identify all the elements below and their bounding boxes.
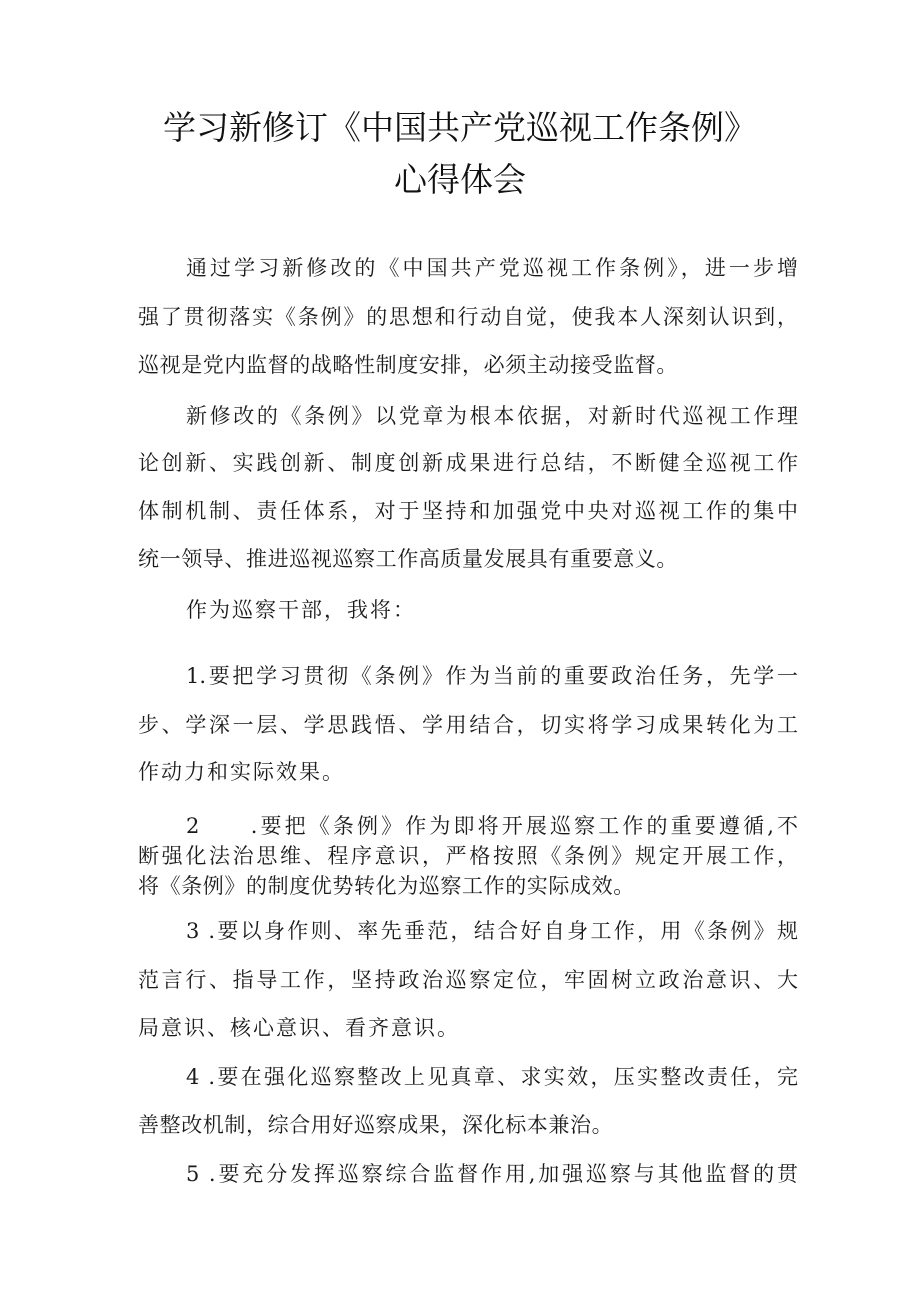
- paragraph-2-line-3: 体制机制、责任体系，对于坚持和加强党中央对巡视工作的集中: [138, 499, 798, 523]
- paragraph-2-line-4: 统一领导、推进巡视巡察工作高质量发展具有重要意义。: [138, 547, 678, 571]
- list-item-3-line-2: 范言行、指导工作，坚持政治巡察定位，牢固树立政治意识、大: [138, 968, 798, 992]
- paragraph-2-line-1: 新修改的《条例》以党章为根本依据，对新时代巡视工作理: [186, 404, 798, 428]
- paragraph-2-line-2: 论创新、实践创新、制度创新成果进行总结，不断健全巡视工作: [138, 451, 798, 475]
- list-item-1-line-1: 1.要把学习贯彻《条例》作为当前的重要政治任务，先学一: [186, 664, 798, 688]
- list-item-4-line-1: 4 .要在强化巡察整改上见真章、求实效，压实整改责任，完: [186, 1065, 798, 1089]
- document-title-line-1: 学习新修订《中国共产党巡视工作条例》: [163, 108, 757, 147]
- list-item-1-line-2: 步、学深一层、学思践悟、学用结合，切实将学习成果转化为工: [138, 713, 798, 737]
- list-item-2-line-2: 断强化法治思维、程序意识，严格按照《条例》规定开展工作，: [138, 844, 798, 868]
- list-item-1-line-3: 作动力和实际效果。: [138, 760, 345, 784]
- paragraph-1-line-3: 巡视是党内监督的战略性制度安排，必须主动接受监督。: [138, 353, 678, 377]
- list-item-5-line-1: 5 .要充分发挥巡察综合监督作用,加强巡察与其他监督的贯: [186, 1162, 798, 1186]
- list-item-3-line-3: 局意识、核心意识、看齐意识。: [138, 1016, 460, 1040]
- paragraph-1-line-2: 强了贯彻落实《条例》的思想和行动自觉，使我本人深刻认识到，: [138, 305, 798, 329]
- paragraph-3-line-1: 作为巡察干部，我将：: [186, 598, 416, 622]
- paragraph-1-line-1: 通过学习新修改的《中国共产党巡视工作条例》，进一步增: [186, 256, 798, 280]
- list-item-2-line-3: 将《条例》的制度优势转化为巡察工作的实际成效。: [138, 874, 635, 898]
- list-item-4-line-2: 善整改机制，综合用好巡察成果，深化标本兼治。: [138, 1113, 614, 1137]
- list-item-3-line-1: 3 .要以身作则、率先垂范，结合好自身工作，用《条例》规: [186, 919, 798, 943]
- document-title-line-2: 心得体会: [394, 160, 526, 199]
- list-item-2-line-1: 2 .要把《条例》作为即将开展巡察工作的重要遵循,不: [186, 814, 798, 838]
